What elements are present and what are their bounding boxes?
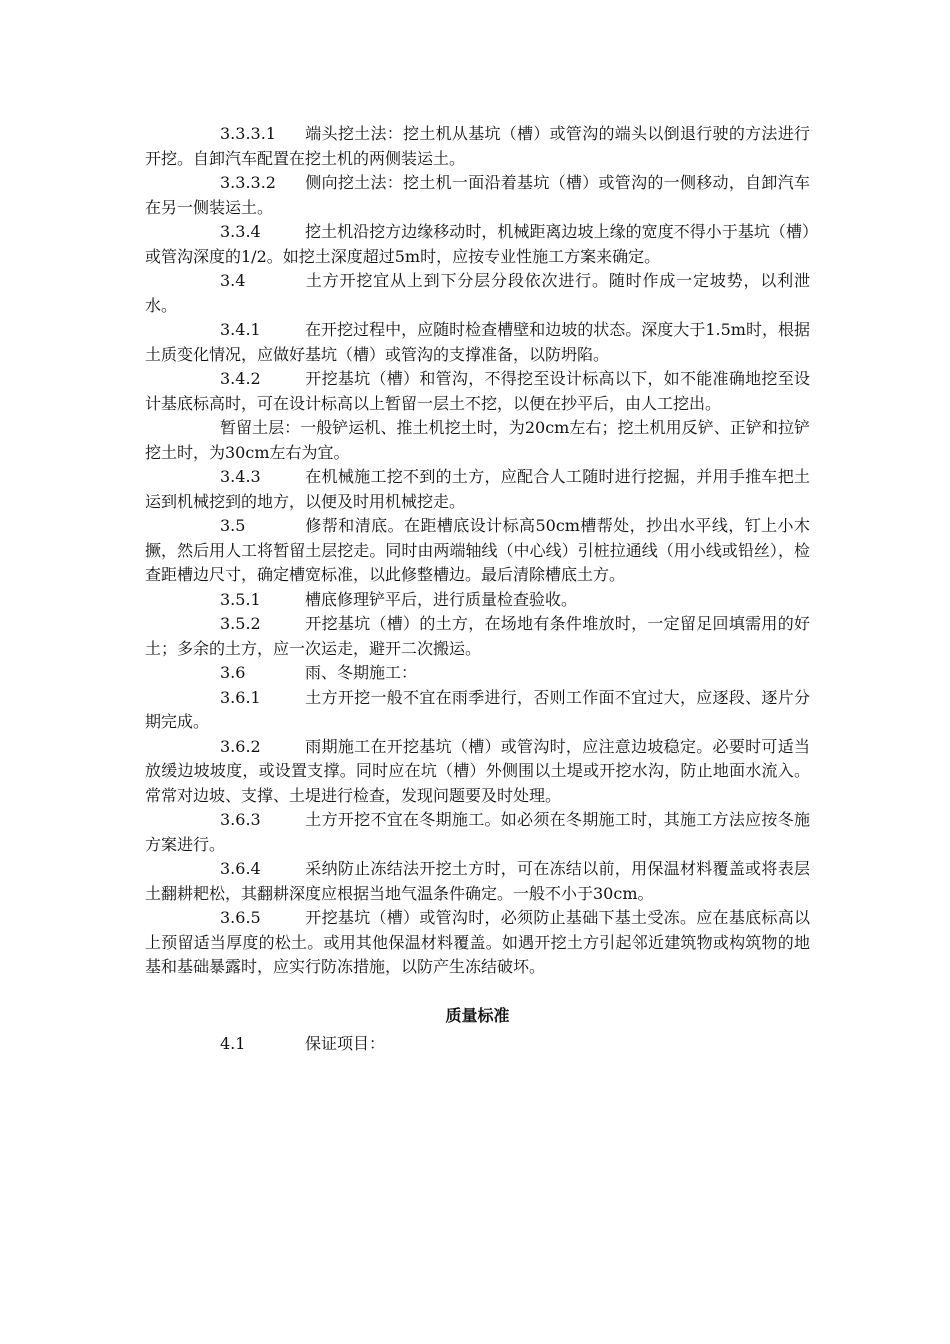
clause-text: 土方开挖不宜在冬期施工。如必须在冬期施工时，其施工方法应按冬施方案进行。 [145, 810, 810, 854]
paragraph-3-6-1 [145, 686, 810, 735]
clause-text: 修帮和清底。在距槽底设计标高50cm槽帮处，抄出水平线，钉上小木撅，然后用人工将暂留土层挖走。同时由两端轴线（中心线）引桩拉通线（用小线或铅丝），检查距槽边尺寸，确定槽宽标准，以此修整槽边。最后清除槽底土方。 [145, 516, 810, 584]
clause-text: 暂留土层：一般铲运机、推土机挖土时，为20cm左右；挖土机用反铲、正铲和拉铲挖土时，为30cm左右为宜。 [145, 418, 810, 462]
clause-text: 在开挖过程中，应随时检查槽壁和边坡的状态。深度大于1.5m时，根据土质变化情况，应做好基坑（槽）或管沟的支撑准备，以防坍陷。 [145, 320, 810, 364]
clause-number: 3.4.3 [220, 467, 261, 486]
paragraph-3-6-2 [145, 735, 810, 809]
paragraph-3-5-1 [145, 588, 810, 613]
paragraph-3-6-5 [145, 906, 810, 980]
clause-text: 土方开挖宜从上到下分层分段依次进行。随时作成一定坡势，以利泄水。 [145, 271, 810, 315]
paragraph-3-3-3-1 [145, 122, 810, 171]
paragraph-3-5-2 [145, 612, 810, 661]
paragraph-4-1 [145, 1032, 810, 1057]
clause-number: 3.4.1 [220, 320, 261, 339]
clause-text: 开挖基坑（槽）和管沟，不得挖至设计标高以下，如不能准确地挖至设计基底标高时，可在设计标高以上暂留一层土不挖，以便在抄平后，由人工挖出。 [145, 369, 810, 413]
clause-number: 3.6.3 [220, 810, 261, 829]
clause-text: 侧向挖土法：挖土机一面沿着基坑（槽）或管沟的一侧移动，自卸汽车在另一侧装运土。 [145, 173, 810, 217]
clause-text: 土方开挖一般不宜在雨季进行，否则工作面不宜过大，应逐段、逐片分期完成。 [145, 687, 810, 731]
clause-text: 开挖基坑（槽）或管沟时，必须防止基础下基土受冻。应在基底标高以上预留适当厚度的松土。或用其他保温材料覆盖。如遇开挖土方引起邻近建筑物或构筑物的地基和基础暴露时，应实行防冻措施，以防产生冻结破坏。 [145, 908, 810, 976]
paragraph-3-4-1 [145, 318, 810, 367]
clause-number: 3.6.2 [220, 736, 261, 756]
document-body [145, 122, 810, 1057]
clause-text: 槽底修理铲平后，进行质量检查验收。 [305, 589, 578, 609]
clause-number: 3.5.2 [220, 614, 261, 633]
clause-number: 3.6.5 [220, 908, 261, 927]
clause-text: 保证项目： [305, 1034, 386, 1053]
clause-number: 3.3.3.2 [220, 173, 276, 192]
clause-number: 3.3.3.1 [220, 124, 276, 143]
clause-number: 3.6.4 [220, 859, 261, 878]
clause-text: 端头挖土法：挖土机从基坑（槽）或管沟的端头以倒退行驶的方法进行开挖。自卸汽车配置在挖土机的两侧装运土。 [145, 124, 810, 168]
clause-text: 开挖基坑（槽）的土方，在场地有条件堆放时，一定留足回填需用的好土；多余的土方，应一次运走，避开二次搬运。 [145, 614, 810, 658]
paragraph-3-4 [145, 269, 810, 318]
paragraph-3-3-3-2 [145, 171, 810, 220]
clause-text: 雨、冬期施工： [305, 663, 418, 682]
clause-number: 3.4 [220, 271, 246, 290]
paragraph-3-5 [145, 514, 810, 588]
section-heading: 质量标准 [445, 1005, 510, 1025]
clause-number: 3.3.4 [220, 222, 261, 241]
clause-number: 3.6 [220, 663, 246, 682]
paragraph-3-6-3 [145, 808, 810, 857]
paragraph-temporary-soil [145, 416, 810, 465]
clause-number: 3.5 [220, 516, 246, 535]
paragraph-3-4-2 [145, 367, 810, 416]
clause-text: 雨期施工在开挖基坑（槽）或管沟时，应注意边坡稳定。必要时可适当放缓边坡坡度，或设置支撑。同时应在坑（槽）外侧围以土堤或开挖水沟，防止地面水流入。常常对边坡、支撑、土堤进行检查，发现问题要及时处理。 [145, 736, 810, 805]
clause-text: 在机械施工挖不到的土方，应配合人工随时进行挖掘，并用手推车把土运到机械挖到的地方，以便及时用机械挖走。 [145, 467, 810, 511]
paragraph-3-6 [145, 661, 810, 686]
paragraph-3-6-4 [145, 857, 810, 906]
clause-number: 4.1 [220, 1034, 246, 1053]
clause-number: 3.6.1 [220, 687, 261, 707]
clause-text: 挖土机沿挖方边缘移动时，机械距离边坡上缘的宽度不得小于基坑（槽）或管沟深度的1/2。如挖土深度超过5m时，应按专业性施工方案来确定。 [145, 222, 810, 266]
clause-number: 3.5.1 [220, 589, 261, 609]
paragraph-3-3-4 [145, 220, 810, 269]
clause-number: 3.4.2 [220, 369, 261, 388]
clause-text: 采纳防止冻结法开挖土方时，可在冻结以前，用保温材料覆盖或将表层土翻耕耙松，其翻耕深度应根据当地气温条件确定。一般不小于30cm。 [145, 859, 810, 903]
paragraph-3-4-3 [145, 465, 810, 514]
